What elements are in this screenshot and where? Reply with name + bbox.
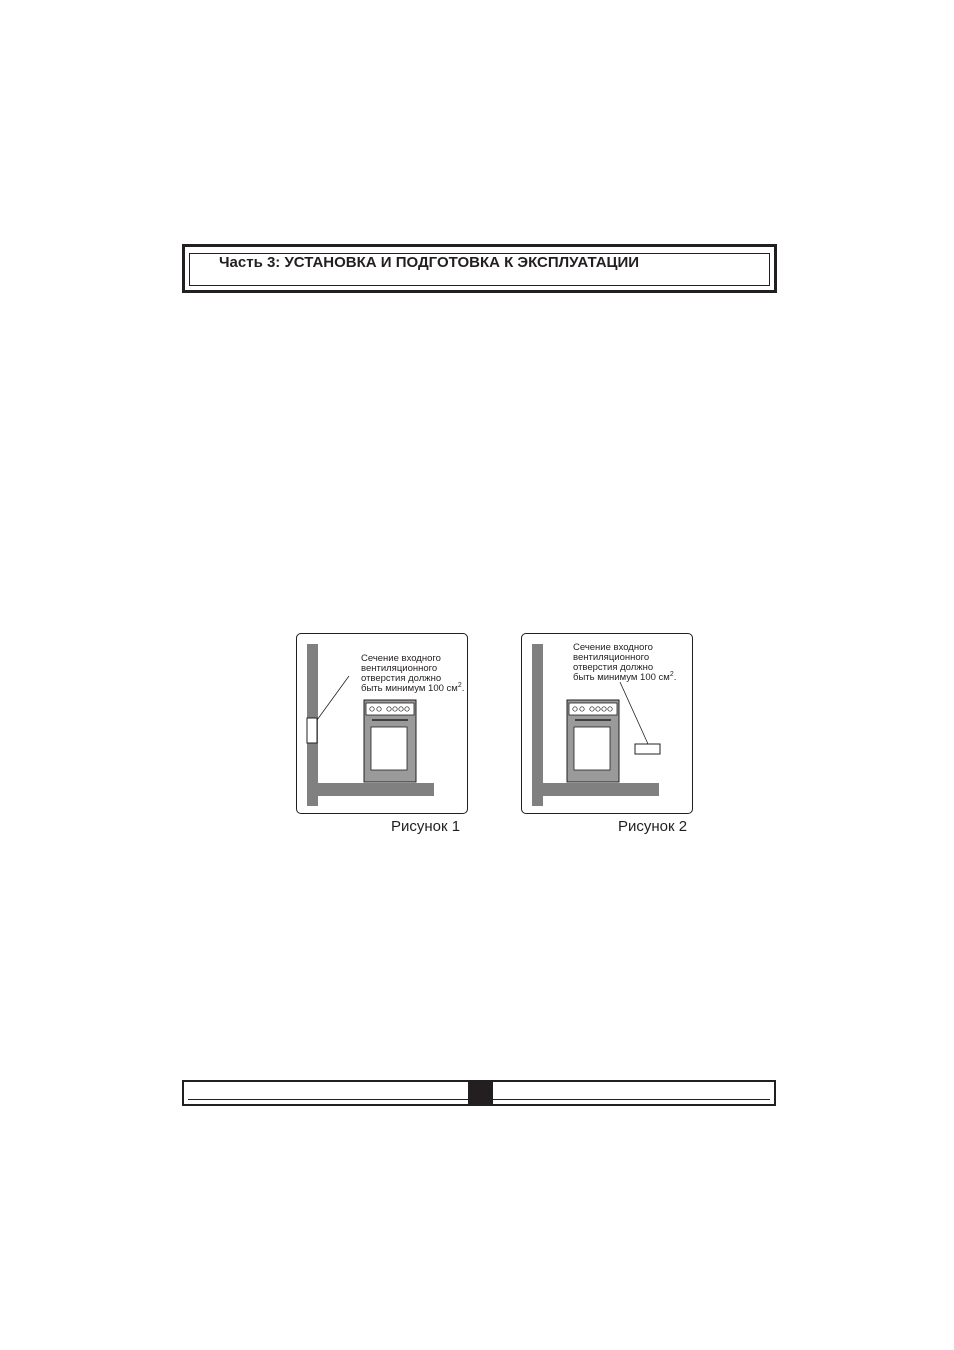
leader-line	[620, 682, 648, 744]
superscript: 2	[669, 670, 674, 678]
vent-opening	[635, 744, 660, 754]
superscript: 2	[457, 681, 462, 689]
section-header	[182, 244, 777, 293]
note-line: быть минимум 100 $см^2$.	[573, 670, 677, 683]
page-footer-bar	[182, 1080, 776, 1106]
vent-opening	[307, 718, 317, 743]
floor	[532, 783, 659, 796]
floor	[307, 783, 434, 796]
figure-2-caption: Рисунок 2	[618, 818, 688, 835]
section-title: Часть 3: УСТАНОВКА И ПОДГОТОВКА К ЭКСПЛУАТАЦИИ	[219, 254, 640, 271]
wall	[532, 644, 543, 806]
note-line: Сечение входного	[361, 653, 441, 664]
note-line: вентиляционного	[361, 663, 438, 674]
stove	[364, 700, 416, 782]
note-line: быть минимум 100 $см^2$.	[361, 681, 465, 694]
note-line: отверстия должно	[361, 673, 442, 684]
leader-line	[317, 676, 349, 720]
note-line: вентиляционного	[573, 652, 650, 663]
figure-1-caption: Рисунок 1	[391, 818, 461, 835]
page-number-block	[468, 1080, 493, 1106]
figure-1-note	[361, 654, 464, 694]
note-line: Сечение входного	[573, 642, 653, 653]
figure-2-note	[573, 643, 676, 683]
note-line: отверстия должно	[573, 662, 654, 673]
stove	[567, 700, 619, 782]
